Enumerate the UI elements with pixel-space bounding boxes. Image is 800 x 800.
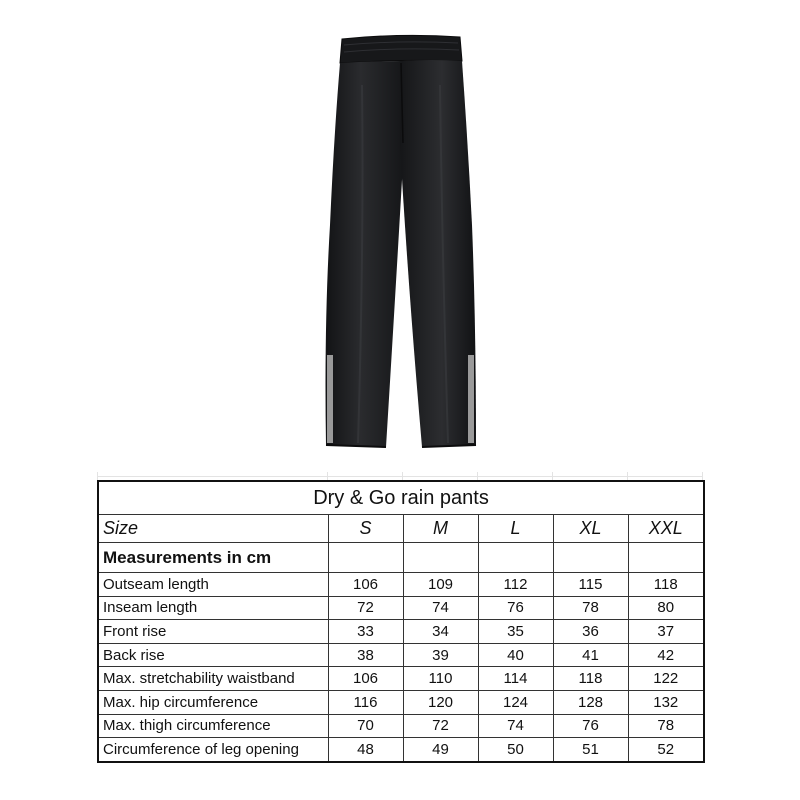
size-header-row [98, 515, 704, 543]
measurement-value: 124 [478, 690, 553, 714]
measurement-value: 78 [628, 714, 704, 738]
measurement-value: 116 [328, 690, 403, 714]
measurement-value: 42 [628, 643, 704, 667]
measurement-value: 80 [628, 596, 704, 620]
measurement-value: 49 [403, 738, 478, 762]
measurement-value: 74 [478, 714, 553, 738]
table-row [98, 667, 704, 691]
measurement-value: 52 [628, 738, 704, 762]
table-row [98, 573, 704, 597]
measurement-label: Outseam length [98, 573, 328, 597]
measurement-value: 78 [553, 596, 628, 620]
table-row [98, 620, 704, 644]
measurement-value: 120 [403, 690, 478, 714]
measurement-value: 34 [403, 620, 478, 644]
measurement-value: 122 [628, 667, 704, 691]
empty-cell [553, 543, 628, 573]
table-row [98, 643, 704, 667]
measurement-label: Front rise [98, 620, 328, 644]
measurement-value: 74 [403, 596, 478, 620]
measurement-value: 72 [403, 714, 478, 738]
right-leg [400, 60, 476, 447]
measurement-value: 128 [553, 690, 628, 714]
measurement-value: 37 [628, 620, 704, 644]
table-row [98, 714, 704, 738]
measurement-value: 70 [328, 714, 403, 738]
measurement-value: 115 [553, 573, 628, 597]
measurement-value: 39 [403, 643, 478, 667]
measurement-value: 112 [478, 573, 553, 597]
size-s: S [328, 515, 403, 543]
rain-pants-image [300, 25, 500, 455]
measurement-value: 35 [478, 620, 553, 644]
measurement-value: 38 [328, 643, 403, 667]
table-row [98, 690, 704, 714]
table-title: Dry & Go rain pants [98, 481, 704, 515]
measurement-label: Circumference of leg opening [98, 738, 328, 762]
table-row [98, 596, 704, 620]
size-table [97, 480, 705, 763]
measurement-value: 40 [478, 643, 553, 667]
measurement-label: Max. stretchability waistband [98, 667, 328, 691]
measurement-value: 41 [553, 643, 628, 667]
size-m: M [403, 515, 478, 543]
measurement-value: 50 [478, 738, 553, 762]
size-xxl: XXL [628, 515, 704, 543]
empty-cell [328, 543, 403, 573]
measurement-value: 106 [328, 573, 403, 597]
reflective-stripe-right [468, 355, 474, 443]
measurement-value: 109 [403, 573, 478, 597]
reflective-stripe-left [327, 355, 333, 443]
size-l: L [478, 515, 553, 543]
measurement-value: 118 [553, 667, 628, 691]
measurement-label: Inseam length [98, 596, 328, 620]
measurement-value: 76 [553, 714, 628, 738]
section-row [98, 543, 704, 573]
size-chart [97, 480, 703, 761]
empty-cell [403, 543, 478, 573]
measurement-value: 72 [328, 596, 403, 620]
table-row [98, 738, 704, 762]
measurement-value: 51 [553, 738, 628, 762]
section-label: Measurements in cm [98, 543, 328, 573]
measurement-label: Back rise [98, 643, 328, 667]
empty-cell [628, 543, 704, 573]
measurement-value: 114 [478, 667, 553, 691]
measurement-label: Max. hip circumference [98, 690, 328, 714]
measurement-value: 110 [403, 667, 478, 691]
measurement-value: 48 [328, 738, 403, 762]
empty-cell [478, 543, 553, 573]
measurement-value: 33 [328, 620, 403, 644]
measurement-value: 106 [328, 667, 403, 691]
title-row [98, 481, 704, 515]
size-xl: XL [553, 515, 628, 543]
measurement-value: 118 [628, 573, 704, 597]
measurement-value: 76 [478, 596, 553, 620]
left-leg [326, 61, 405, 447]
size-label: Size [98, 515, 328, 543]
measurement-value: 132 [628, 690, 704, 714]
measurement-label: Max. thigh circumference [98, 714, 328, 738]
measurement-value: 36 [553, 620, 628, 644]
